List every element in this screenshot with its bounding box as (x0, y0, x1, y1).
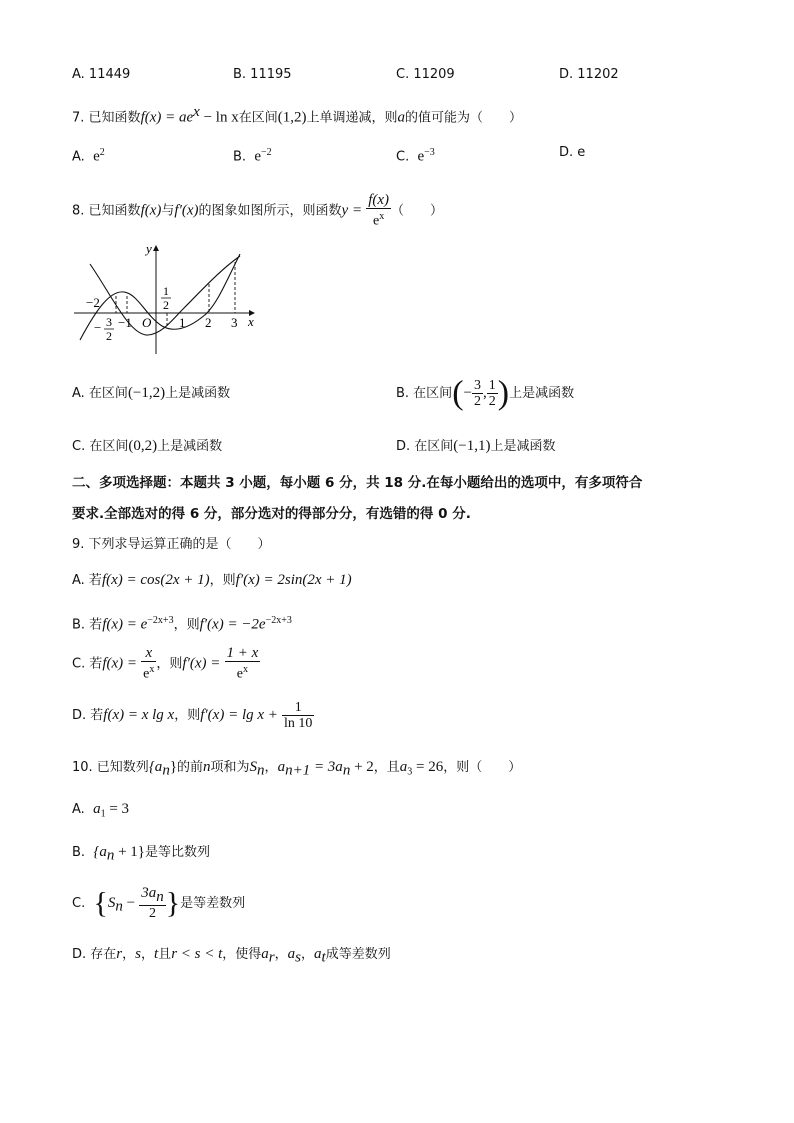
q7-text-mid: 在区间 (238, 110, 278, 126)
q9-b-fp: f′(x) = −2e (199, 616, 266, 633)
q10-n: n (203, 759, 211, 775)
q8-f: f(x) (140, 202, 162, 219)
q7-exp-x: x (193, 104, 200, 120)
q9-c-frac1-den: e (143, 666, 150, 682)
q9-d-pre: D. 若 (72, 708, 104, 723)
q8-text-and: 与 (161, 203, 175, 219)
q10-d-ar-sub: r (268, 949, 275, 966)
label-1: 1 (179, 315, 186, 330)
q10-c-S-sub: n (115, 898, 123, 915)
q6-option-b: B. 11195 (233, 67, 292, 82)
q9-c-frac2 (225, 646, 261, 682)
q9-a-mid: ，则 (209, 573, 236, 588)
q8-option-a-pre: A. 在区间 (72, 386, 128, 401)
q10-b-text: 是等比数列 (145, 845, 211, 860)
curve-fprime (80, 254, 240, 340)
q8-option-d-interval: (−1,1) (453, 438, 491, 454)
q9-d-frac-den: ln 10 (284, 716, 313, 731)
label-m32-num: 3 (106, 315, 112, 329)
label-o: O (142, 315, 152, 330)
q10-d-sep2: ， (140, 947, 154, 962)
q8-option-d-pre: D. 在区间 (396, 439, 454, 454)
q8-option-d-post: 上是减函数 (490, 439, 556, 454)
q10-rec-sub2: n (342, 762, 351, 779)
q8-frac-num: f(x) (368, 192, 390, 208)
q10-c-label: C. (72, 896, 86, 911)
q10-option-a (72, 800, 129, 824)
q10-a-var: a (93, 801, 101, 817)
q8-option-b-frac1 (472, 378, 483, 409)
q7-text-pre: 已知函数 (88, 110, 141, 126)
q9-c-mid: ，则 (156, 656, 183, 672)
q10-c-minus: − (122, 895, 136, 911)
q10-stem-end: ，则（ ） (443, 760, 522, 775)
q10-d-at-sub: t (321, 949, 326, 966)
q9-b-f: f(x) = e (102, 616, 148, 633)
q9-a-f: f(x) = cos(2x + 1) (101, 572, 210, 588)
q10-d-sep3: ， (274, 947, 288, 962)
q10-c-den: 2 (149, 905, 156, 921)
q8-option-b-n1: 3 (473, 378, 481, 393)
q8-option-b-frac2 (487, 378, 498, 409)
q8-option-c-pre: C. 在区间 (72, 439, 129, 454)
q7-stem (72, 103, 522, 127)
q8-option-b-pre: B. 在区间 (396, 386, 453, 401)
q9-c-pre: C. 若 (72, 656, 103, 672)
label-half-num: 1 (163, 284, 169, 298)
q10-d-ineq: r < s < t (171, 946, 223, 962)
q9-c-frac1-den-exp: x (149, 664, 155, 675)
q10-rec-plus: + 2 (350, 759, 374, 775)
q8-option-b-rparen: ) (497, 374, 510, 412)
q10-a3-val: = 26 (412, 759, 444, 775)
q9-option-b (72, 612, 292, 634)
q9-option-c (72, 646, 260, 682)
q8-option-c (72, 437, 222, 456)
label-m1: −1 (118, 315, 132, 330)
q9-option-a (72, 571, 352, 590)
q10-d-t: t (154, 946, 159, 962)
q7-option-a-base: e (93, 148, 100, 165)
q10-d-s: s (135, 946, 141, 962)
q6-option-d: D. 11202 (559, 67, 619, 82)
q10-stem-mid3: ，且 (373, 760, 400, 775)
q7-option-b-base: e (254, 148, 261, 165)
q9-d-mid: ，则 (174, 708, 201, 723)
q10-c-num-sub: n (156, 888, 164, 905)
q10-c-frac (139, 886, 166, 921)
q8-option-b-n2: 1 (488, 378, 496, 393)
q9-c-fp: f′(x) = (182, 655, 221, 672)
q7-option-b-exp: −2 (261, 147, 272, 158)
q10-a-label: A. (72, 802, 85, 817)
q8-option-b-lparen: ( (452, 374, 464, 412)
q9-d-frac-num: 1 (282, 700, 314, 716)
label-2: 2 (205, 315, 212, 330)
q9-b-pre: B. 若 (72, 617, 103, 633)
label-3: 3 (231, 315, 238, 330)
q8-option-d (396, 437, 556, 456)
q9-d-frac (282, 700, 314, 731)
q10-stem-pre: 10. 已知数列 (72, 760, 149, 775)
q10-stem (72, 758, 521, 782)
q10-stem-mid1: 的前 (177, 760, 204, 775)
q10-b-close: + 1} (114, 844, 145, 860)
q10-rec-a: a (277, 759, 286, 775)
q7-text-post: 上单调递减，则 (306, 110, 398, 126)
q10-c-S: S (107, 895, 116, 911)
q9-c-frac2-den-exp: x (243, 664, 249, 675)
q9-a-fp: f′(x) = 2sin(2x + 1) (235, 572, 352, 588)
q10-a-sub: 1 (100, 808, 106, 820)
q7-func: f(x) = ae (140, 109, 194, 126)
q10-c-lbrace: { (93, 886, 108, 920)
label-m32-sign: − (94, 320, 102, 335)
q8-frac-den-exp: x (379, 211, 385, 222)
label-m2: −2 (86, 295, 100, 310)
q7-option-c (396, 144, 435, 166)
q7-option-a (72, 144, 105, 166)
q7-option-a-label: A. (72, 149, 85, 165)
q10-b-sub: n (106, 847, 115, 864)
q7-option-c-base: e (417, 148, 425, 165)
q10-rec-eq: = 3a (310, 759, 343, 775)
q10-d-sep4: ， (301, 947, 315, 962)
q10-option-b (72, 843, 210, 865)
q7-option-b-label: B. (233, 149, 247, 165)
q9-c-frac2-num: 1 + x (226, 645, 259, 661)
q10-option-c (72, 886, 245, 924)
label-half-den: 2 (163, 298, 169, 312)
q10-d-pre: D. 存在 (72, 947, 117, 962)
q8-option-b-sign: − (463, 385, 472, 401)
q9-c-f: f(x) = (102, 655, 138, 672)
q10-b-open: {a (93, 844, 107, 860)
q9-c-frac2-den: e (236, 666, 244, 682)
q6-option-a: A. 11449 (72, 67, 131, 82)
q8-option-b-post: 上是减函数 (509, 386, 575, 401)
q10-a-val: = 3 (105, 801, 130, 817)
q9-option-d (72, 698, 314, 733)
q8-stem (72, 193, 443, 229)
q10-c-num: 3a (141, 885, 157, 902)
q10-d-sep1: ， (122, 947, 136, 962)
q8-option-a-interval: (−1,2) (127, 385, 166, 401)
q10-stem-mid2: 项和为 (210, 760, 250, 775)
section2-heading-line1: 二、多项选择题：本题共 3 小题，每小题 6 分，共 18 分.在每小题给出的选项中，有多项符合 (72, 475, 643, 491)
q10-d-and: 且 (158, 947, 172, 962)
q10-rec-sub1: n+1 (285, 762, 311, 779)
q7-number: 7. (72, 110, 85, 126)
q8-option-b-comma: , (482, 385, 487, 401)
q9-stem: 9. 下列求导运算正确的是（ ） (72, 537, 271, 552)
q9-c-frac1 (141, 646, 156, 682)
q9-b-f-exp: −2x+3 (147, 615, 174, 626)
label-x: x (248, 314, 254, 329)
q8-text-end: （ ） (391, 203, 444, 219)
section2-heading-line2: 要求.全部选对的得 6 分，部分选对的得部分分，有选错的得 0 分. (72, 506, 471, 522)
q7-text-end: 的值可能为（ ） (405, 110, 523, 126)
q9-d-f: f(x) = x lg x (103, 707, 175, 723)
q10-d-mid: ，使得 (222, 947, 262, 962)
q8-text-mid: 的图象如图所示，则函数 (198, 203, 342, 219)
q8-fprime: f′(x) (174, 202, 199, 219)
q7-minus-ln: − ln x (199, 109, 239, 126)
q7-option-c-exp: −3 (424, 147, 435, 158)
q9-a-pre: A. 若 (72, 573, 102, 588)
q10-a3-sub: 3 (407, 766, 413, 778)
q7-interval: (1,2) (277, 109, 307, 126)
q10-option-d (72, 945, 391, 967)
q10-d-end: 成等差数列 (325, 947, 391, 962)
label-m32-den: 2 (106, 329, 112, 343)
q9-b-mid: ，则 (173, 617, 200, 633)
q10-d-as: a (287, 946, 296, 962)
q10-comma: ， (264, 760, 278, 775)
q6-option-c: C. 11209 (396, 67, 455, 82)
q9-b-fp-exp: −2x+3 (265, 615, 292, 626)
q10-c-rbrace: } (165, 886, 181, 920)
q8-text-pre: 已知函数 (88, 203, 141, 219)
q9-d-fp: f′(x) = lg x + (200, 707, 278, 723)
q10-S: S (249, 759, 258, 775)
q8-fraction (366, 193, 391, 229)
q10-c-text: 是等差数列 (180, 896, 246, 911)
q7-option-a-exp: 2 (99, 147, 105, 158)
q10-seq-sub: n (162, 762, 170, 779)
q10-d-ar: a (261, 946, 269, 962)
q8-option-a (72, 384, 230, 403)
q9-c-frac1-num: x (141, 646, 156, 662)
q7-option-d: D. e (559, 145, 586, 160)
q8-option-b-d1: 2 (473, 394, 481, 409)
q7-var-a: a (397, 109, 406, 126)
q10-seq-close: } (169, 759, 178, 775)
q8-y-eq: y = (341, 202, 363, 219)
q10-d-as-sub: s (295, 949, 301, 966)
q8-option-b-d2: 2 (488, 394, 496, 409)
q10-d-at: a (314, 946, 322, 962)
q8-option-a-post: 上是减函数 (165, 386, 231, 401)
label-y: y (146, 241, 152, 256)
q7-option-b (233, 144, 272, 166)
q8-option-c-post: 上是减函数 (157, 439, 223, 454)
q10-seq: {a (148, 759, 163, 775)
q8-option-b (396, 376, 574, 411)
q10-a3: a (399, 759, 408, 775)
q8-graph (72, 240, 272, 360)
q7-option-c-label: C. (396, 149, 410, 165)
q8-option-c-interval: (0,2) (128, 438, 158, 454)
q10-d-r: r (116, 946, 123, 962)
q10-b-label: B. (72, 845, 86, 860)
q8-frac-den: e (373, 213, 380, 229)
q8-number: 8. (72, 203, 85, 219)
q10-S-sub: n (257, 762, 265, 779)
